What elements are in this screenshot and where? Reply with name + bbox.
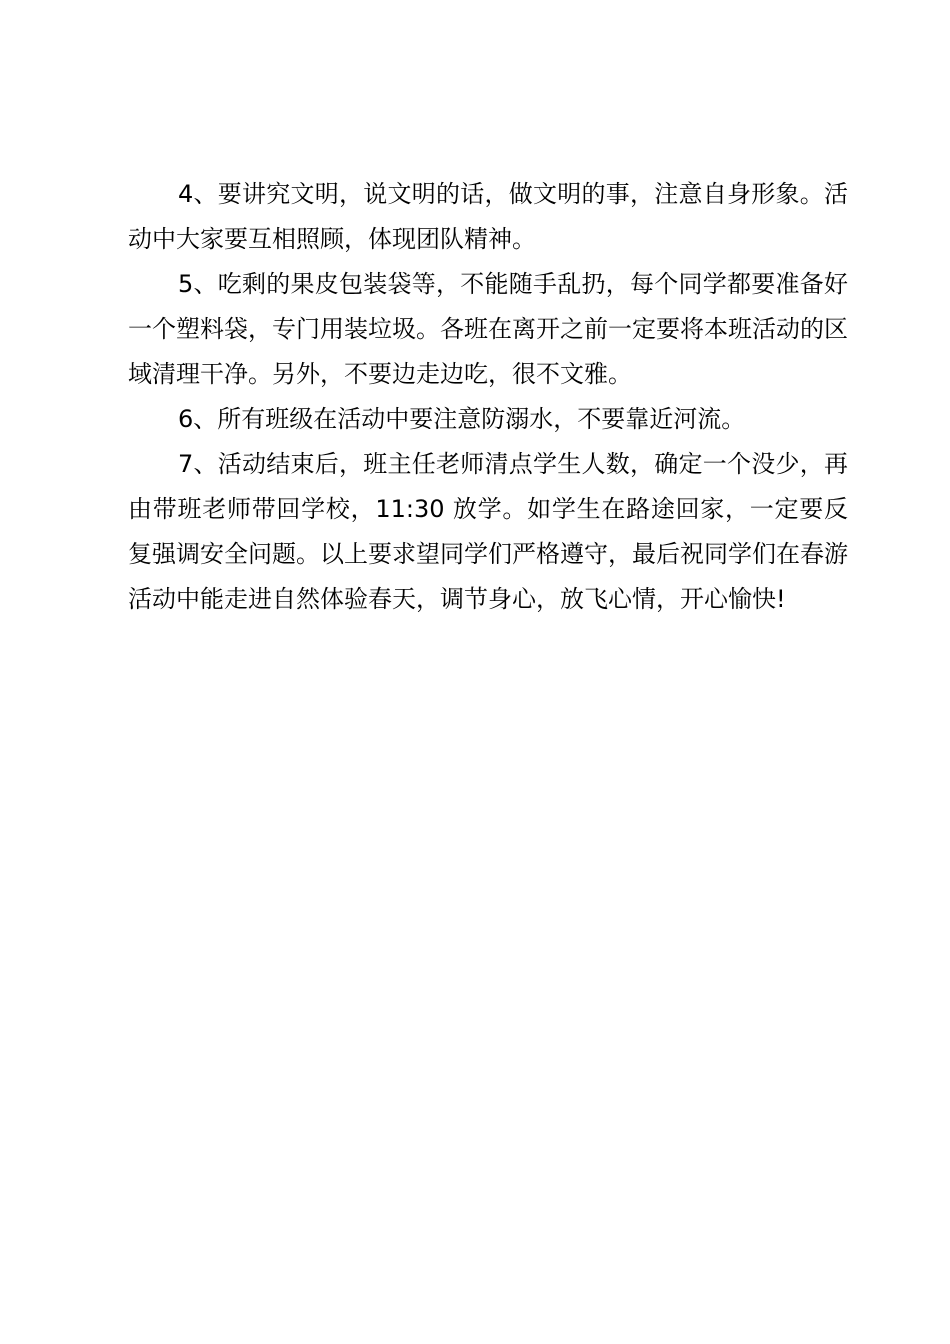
paragraph-item-7: 7、活动结束后，班主任老师清点学生人数，确定一个没少，再由带班老师带回学校，11:30 放学。如学生在路途回家，一定要反复强调安全问题。以上要求望同学们严格遵守，最后祝同学们在春游活动中能走进自然体验春天，调节身心，放飞心情，开心愉快! [128,450,848,613]
paragraph-item-4: 4、要讲究文明，说文明的话，做文明的事，注意自身形象。活动中大家要互相照顾，体现团队精神。 [128,180,848,253]
paragraph-item-6: 6、所有班级在活动中要注意防溺水，不要靠近河流。 [178,405,746,433]
document-body [128,172,848,622]
paragraph-item-5: 5、吃剩的果皮包装袋等，不能随手乱扔，每个同学都要准备好一个塑料袋，专门用装垃圾。各班在离开之前一定要将本班活动的区域清理干净。另外，不要边走边吃，很不文雅。 [128,270,848,388]
